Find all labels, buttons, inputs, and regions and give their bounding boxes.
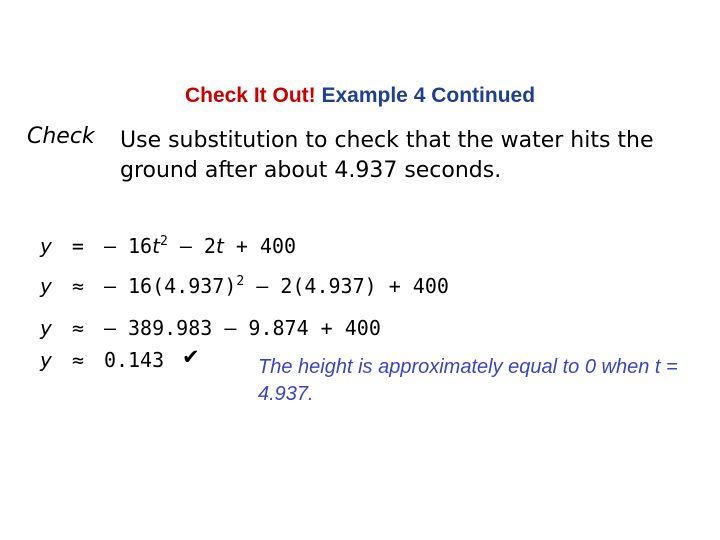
check-text: Use substitution to check that the water hits the ground after about 4.937 seconds. [120,128,654,183]
check-label: Check [27,124,95,149]
eq1-constant: + 400 [223,234,297,258]
title-check-it-out: Check It Out! [184,84,316,107]
eq1-relation: = [71,234,84,258]
eq3-relation: ≈ [71,316,84,340]
slide-title [0,84,720,108]
eq2-var: y [40,274,52,298]
eq1-t: t [152,234,160,258]
checkmark-icon: ✔ [182,345,200,369]
result-note: The height is approximately equal to 0 when t = 4.937. [258,356,678,405]
eq4-relation: ≈ [71,348,84,372]
eq4-var: y [40,348,52,372]
eq2-rest: – 2(4.937) + 400 [244,274,449,298]
eq4-result: 0.143 [103,348,165,372]
eq1-coeff: – 16 [103,234,153,258]
eq1-var: y [40,234,52,258]
equation-3 [40,316,381,340]
eq2-relation: ≈ [71,274,84,298]
eq2-first-term: – 16(4.937) [103,274,237,298]
eq1-exponent: 2 [159,234,168,249]
equation-2 [40,274,449,298]
eq3-var: y [40,316,52,340]
eq2-exponent: 2 [236,274,245,289]
equation-1 [40,234,296,258]
eq1-linear: – 2 [167,234,216,258]
equation-4 [40,348,164,372]
title-example: Example 4 Continued [321,84,536,107]
eq1-t2: t [215,234,224,258]
eq3-expression: – 389.983 – 9.874 + 400 [103,316,381,340]
